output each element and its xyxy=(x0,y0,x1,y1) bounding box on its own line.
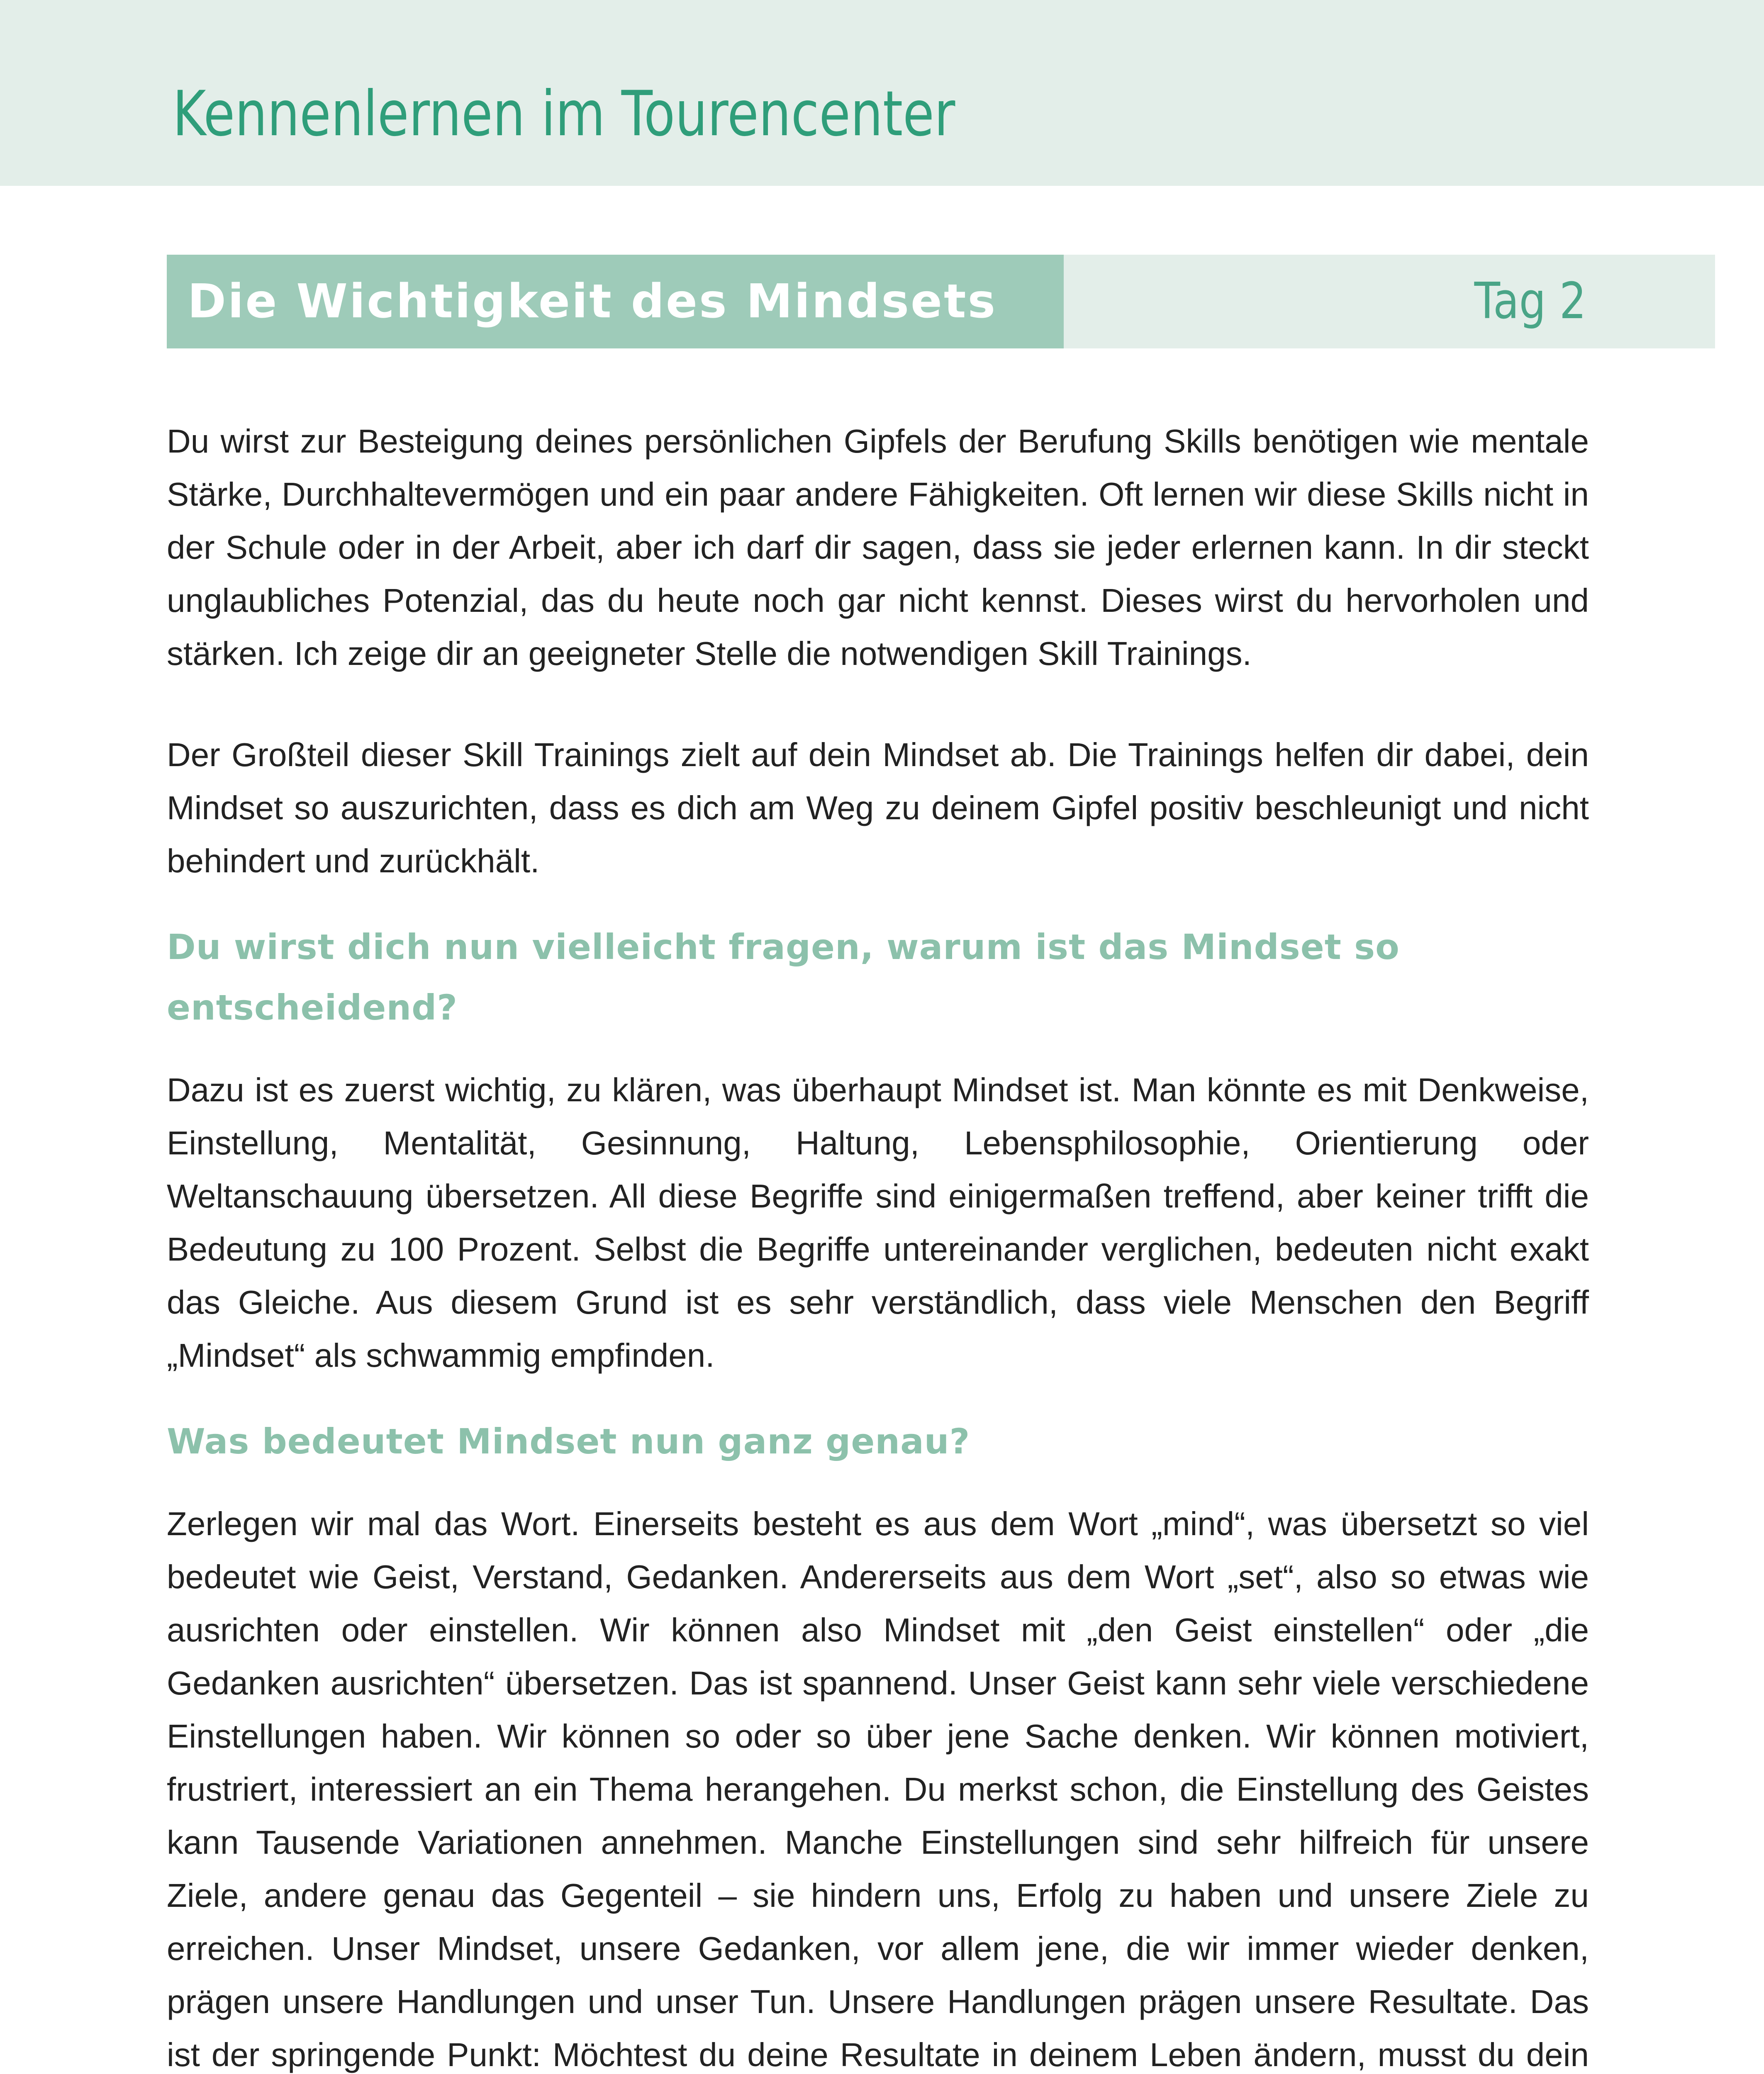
subheading-why-mindset: Du wirst dich nun vielleicht fragen, warum ist das Mindset so entscheidend? xyxy=(167,927,1400,1028)
day-label: Tag 2 xyxy=(1474,273,1586,330)
section-title: Die Wichtigkeit des Mindsets xyxy=(188,275,997,329)
paragraph-word-breakdown: Zerlegen wir mal das Wort. Einerseits besteht es aus dem Wort „mind“, was übersetzt so viel bedeutet wie Geist, Verstand, Gedanken. Andererseits aus dem Wort „set“, also so etwas wie ausrichten oder einstellen. Wir können also Mindset mit „den Geist einstellen“ oder „die Gedanken ausrichten“ übersetzen. Das ist spannend. Unser Geist kann sehr viele verschiedene Einstellungen haben. Wir können so oder so über jene Sache denken. Wir können motiviert, frustriert, interessiert an ein Thema herangehen. Du merkst schon, die Einstellung des Geistes kann Tausende Variationen annehmen. Manche Einstellungen sind sehr hilfreich für unsere Ziele, andere genau das Gegenteil – sie hindern uns, Erfolg zu haben und unsere Ziele zu erreichen. Unser Mindset, unsere Gedanken, vor allem jene, die wir immer wieder denken, prägen unsere Handlungen und unser Tun. Unsere Handlungen prägen unsere Resultate. Das ist der springende Punkt: Möchtest du deine Resultate in deinem Leben ändern, musst du dein xyxy=(167,1505,1589,2073)
main-content xyxy=(167,415,1589,2074)
paragraph-skill-trainings: Der Großteil dieser Skill Trainings zielt auf dein Mindset ab. Die Trainings helfen dir dabei, dein Mindset so auszurichten, dass es dich am Weg zu deinem Gipfel positiv beschleunigt und nicht behindert und zurückhält. xyxy=(167,736,1589,879)
paragraph-definition: Dazu ist es zuerst wichtig, zu klären, was überhaupt Mindset ist. Man könnte es mit Denkweise, Einstellung, Mentalität, Gesinnung, Haltung, Lebensphilosophie, Orientierung oder Weltanschauung übersetzen. All diese Begriffe sind einigermaßen treffend, aber keiner trifft die Bedeutung zu 100 Prozent. Selbst die Begriffe untereinander verglichen, bedeuten nicht exakt das Gleiche. Aus diesem Grund ist es sehr verständlich, dass viele Menschen den Begriff „Mindset“ als schwammig empfinden. xyxy=(167,1071,1589,1374)
chapter-title: Kennenlernen im Tourencenter xyxy=(173,78,955,150)
section-header-bar xyxy=(167,255,1715,348)
subheading-meaning: Was bedeutet Mindset nun ganz genau? xyxy=(167,1421,970,1462)
paragraph-intro: Du wirst zur Besteigung deines persönlichen Gipfels der Berufung Skills benötigen wie mentale Stärke, Durchhaltevermögen und ein paar andere Fähigkeiten. Oft lernen wir diese Skills nicht in der Schule oder in der Arbeit, aber ich darf dir sagen, dass sie jeder erlernen kann. In dir steckt unglaubliches Potenzial, das du heute noch gar nicht kennst. Dieses wirst du hervorholen und stärken. Ich zeige dir an geeigneter Stelle die notwendigen Skill Trainings. xyxy=(167,423,1589,672)
